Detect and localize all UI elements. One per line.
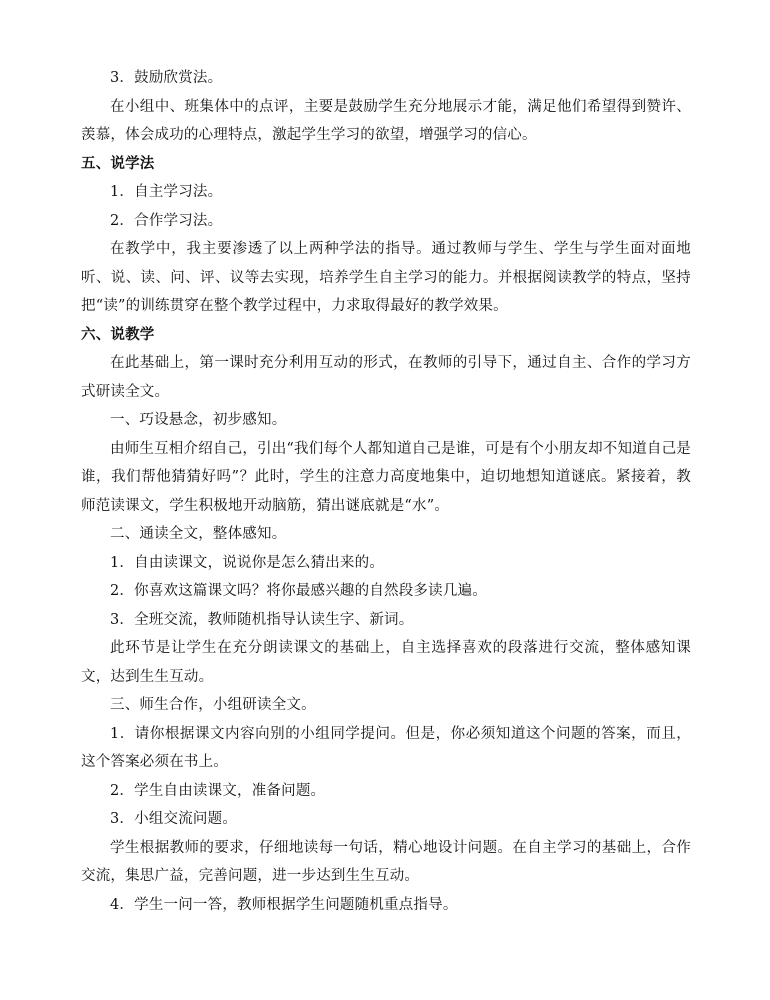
paragraph-step-2-item-2: 2．你喜欢这篇课文吗？将你最感兴趣的自然段多读几遍。 [110, 583, 487, 599]
section-heading-6: 六、说教学 [81, 325, 155, 343]
paragraph-method-3: 3．鼓励欣赏法。 [110, 70, 223, 86]
paragraph-study-guidance: 在教学中，我主要渗透了以上两种学法的指导。通过教师与学生、学生与学生面对面地听、说、读、问、评、议等去实现，培养学生自主学习的能力。并根据阅读教学的特点，坚持把“读”的训练贯穿在整个教学过程中，力求取得最好的教学效果。 [81, 241, 691, 314]
subheading-step-3: 三、师生合作，小组研读全文。 [110, 697, 316, 713]
subheading-step-1: 一、巧设悬念，初步感知。 [110, 412, 287, 428]
paragraph-study-method-2: 2．合作学习法。 [110, 212, 223, 229]
paragraph-teaching-intro: 在此基础上，第一课时充分利用互动的形式，在教师的引导下，通过自主、合作的学习方式研读全文。 [81, 355, 691, 400]
paragraph-step-2-item-3: 3．全班交流，教师随机指导认读生字、新词。 [110, 611, 414, 628]
paragraph-step-3-summary: 学生根据教师的要求，仔细地读每一句话，精心地设计问题。在自主学习的基础上，合作交流，集思广益，完善问题，进一步达到生生互动。 [81, 839, 691, 884]
paragraph-step-2-summary: 此环节是让学生在充分朗读课文的基础上，自主选择喜欢的段落进行交流，整体感知课文，达到生生互动。 [81, 640, 691, 685]
paragraph-step-3-item-3: 3．小组交流问题。 [110, 811, 238, 827]
paragraph-step-3-item-4: 4．学生一问一答，教师根据学生问题随机重点指导。 [110, 896, 458, 913]
paragraph-step-2-item-1: 1．自由读课文，说说你是怎么猜出来的。 [110, 554, 385, 571]
paragraph-evaluation: 在小组中、班集体中的点评，主要是鼓励学生充分地展示才能，满足他们希望得到赞许、羡慕，体会成功的心理特点，激起学生学习的欲望，增强学习的信心。 [81, 98, 691, 143]
subheading-step-2: 二、通读全文，整体感知。 [110, 526, 287, 542]
paragraph-step-3-item-2: 2．学生自由读课文，准备问题。 [110, 782, 326, 799]
document-body [81, 64, 691, 919]
paragraph-step-3-item-1: 1．请你根据课文内容向别的小组同学提问。但是，你必须知道这个问题的答案，而且，这个答案必须在书上。 [81, 725, 691, 770]
paragraph-step-1: 由师生互相介绍自己，引出“我们每个人都知道自己是谁，可是有个小朋友却不知道自己是谁，我们帮他猜猜好吗”？此时，学生的注意力高度地集中，迫切地想知道谜底。紧接着，教师范读课文，学生积极地开动脑筋，猜出谜底就是“水”。 [81, 440, 691, 514]
section-heading-5: 五、说学法 [81, 154, 155, 172]
paragraph-study-method-1: 1．自主学习法。 [110, 184, 223, 200]
